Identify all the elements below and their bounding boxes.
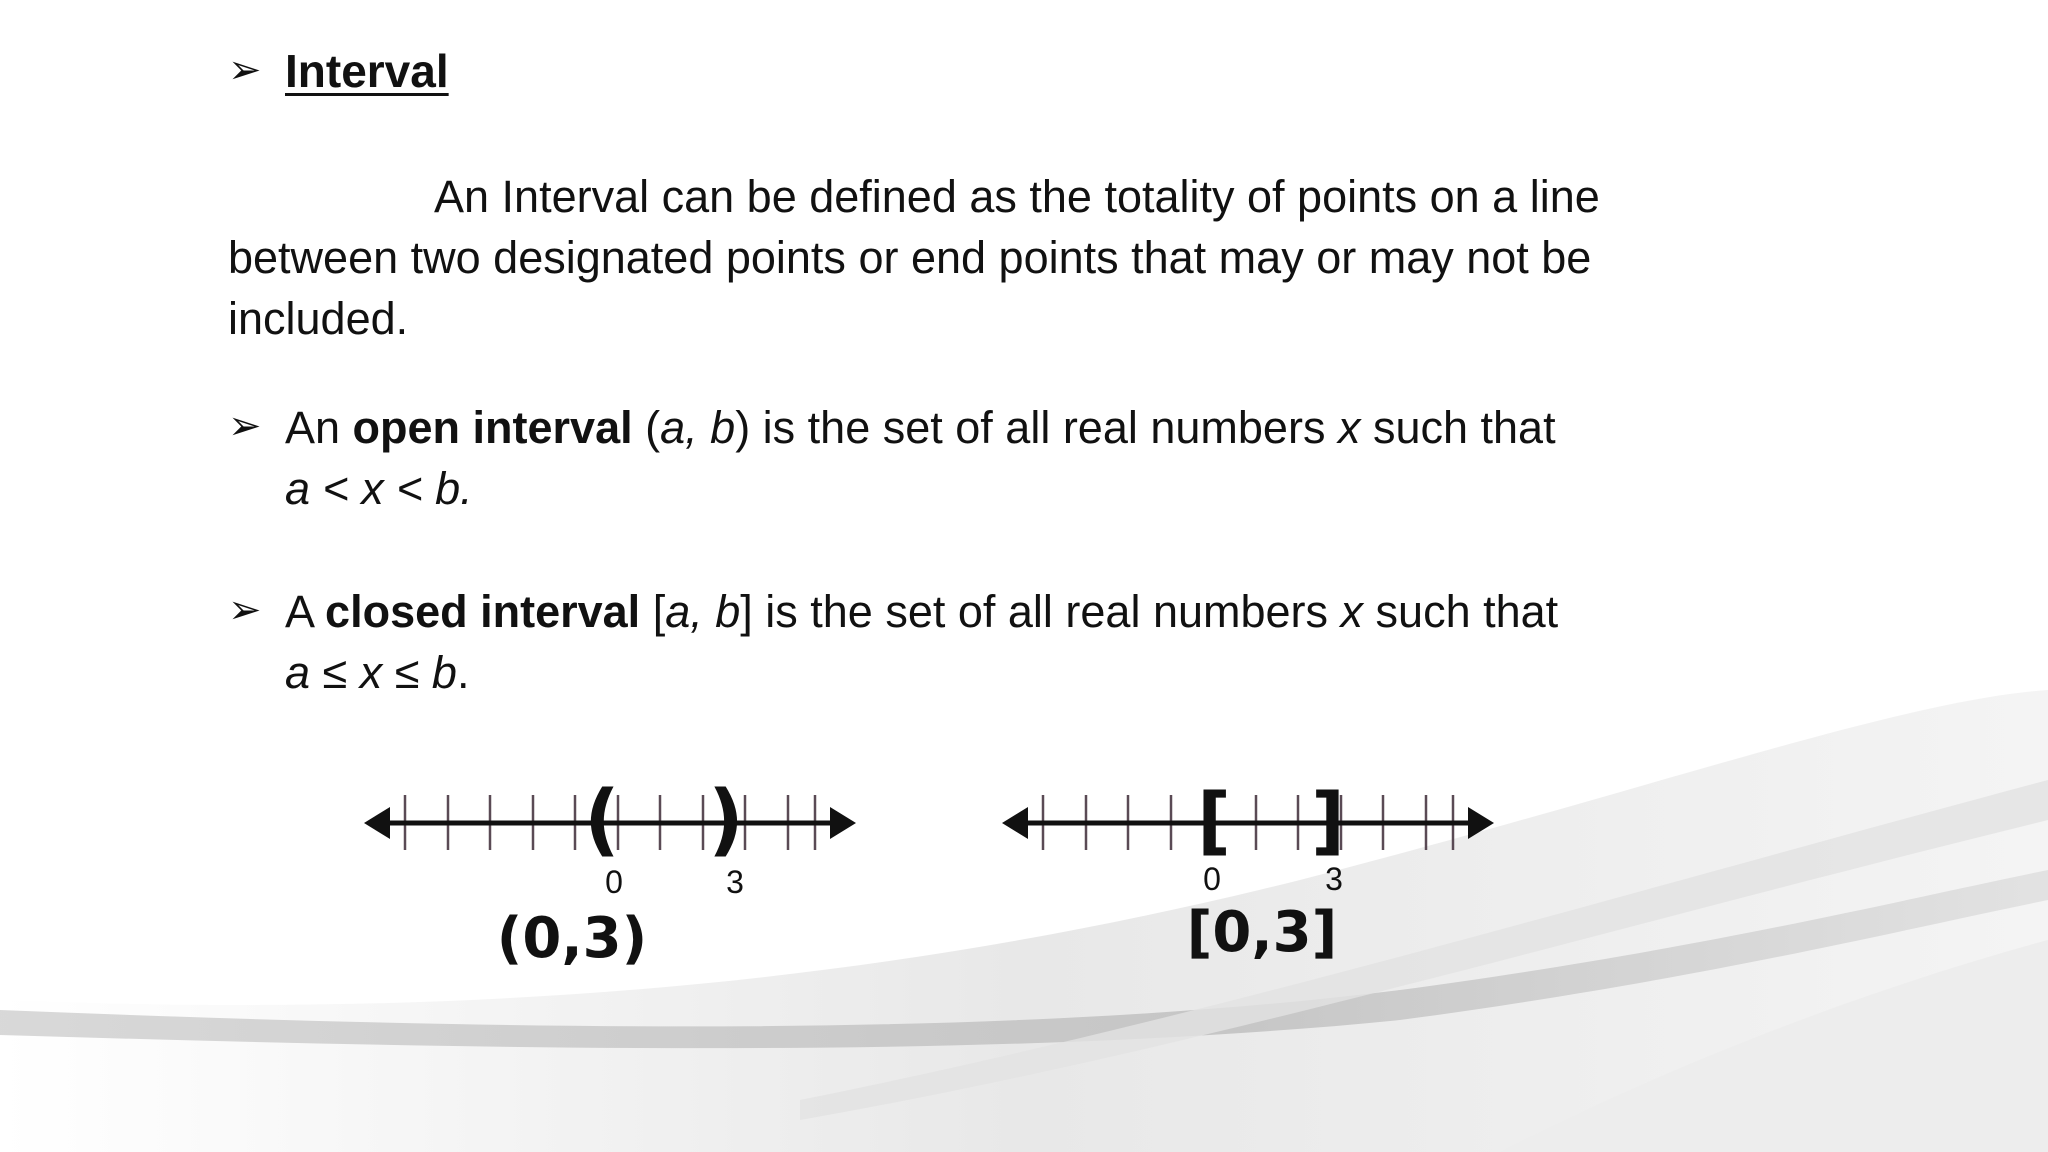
closed-left-bracket: [ <box>1197 778 1231 864</box>
open-item-text: An <box>285 402 353 453</box>
left-arrowhead <box>364 807 390 839</box>
open-item-math: a, b <box>660 402 736 453</box>
closed-item-text: [ <box>640 586 666 637</box>
closed-item-math: a, b <box>665 586 741 637</box>
slide-heading: Interval <box>285 45 449 97</box>
right-arrowhead <box>1468 807 1494 839</box>
closed-interval-definition <box>285 581 1585 703</box>
left-arrowhead <box>1002 807 1028 839</box>
closed-interval-caption: [0,3] <box>1186 900 1338 965</box>
closed-right-bracket: ] <box>1311 778 1345 864</box>
tick-label-start: 0 <box>1203 861 1221 897</box>
closed-interval-term: closed interval <box>325 586 641 637</box>
closed-item-text: such that <box>1363 586 1559 637</box>
closed-interval-number-line <box>998 780 1498 900</box>
closed-item-text: . <box>456 647 470 698</box>
tick-label-end: 3 <box>1325 861 1343 897</box>
arrow-bullet-icon: ➢ <box>228 48 262 92</box>
open-left-bracket: ( <box>584 775 620 865</box>
open-interval-caption: (0,3) <box>496 906 648 971</box>
open-item-text: ( <box>632 402 661 453</box>
open-item-math: a < x < b. <box>285 463 473 514</box>
arrow-bullet-icon: ➢ <box>228 404 262 448</box>
open-interval-number-line <box>360 775 860 900</box>
open-interval-definition <box>285 397 1585 519</box>
open-right-bracket: ) <box>708 775 744 865</box>
closed-item-text: A <box>285 586 326 637</box>
open-item-text: ) is the set of all real numbers <box>735 402 1338 453</box>
closed-item-text: ] is the set of all real numbers <box>740 586 1341 637</box>
definition-paragraph: An Interval can be defined as the totality of points on a line between two designated points or end points that may or may not be included. <box>228 171 1600 344</box>
tick-label-end: 3 <box>726 864 744 900</box>
open-item-math: x <box>1337 402 1361 453</box>
arrow-bullet-icon: ➢ <box>228 588 262 632</box>
open-item-text: such that <box>1360 402 1556 453</box>
closed-item-math: x <box>1340 586 1364 637</box>
tick-label-start: 0 <box>605 864 623 900</box>
open-interval-term: open interval <box>352 402 633 453</box>
right-arrowhead <box>830 807 856 839</box>
closed-item-math: a ≤ x ≤ b <box>285 647 457 698</box>
